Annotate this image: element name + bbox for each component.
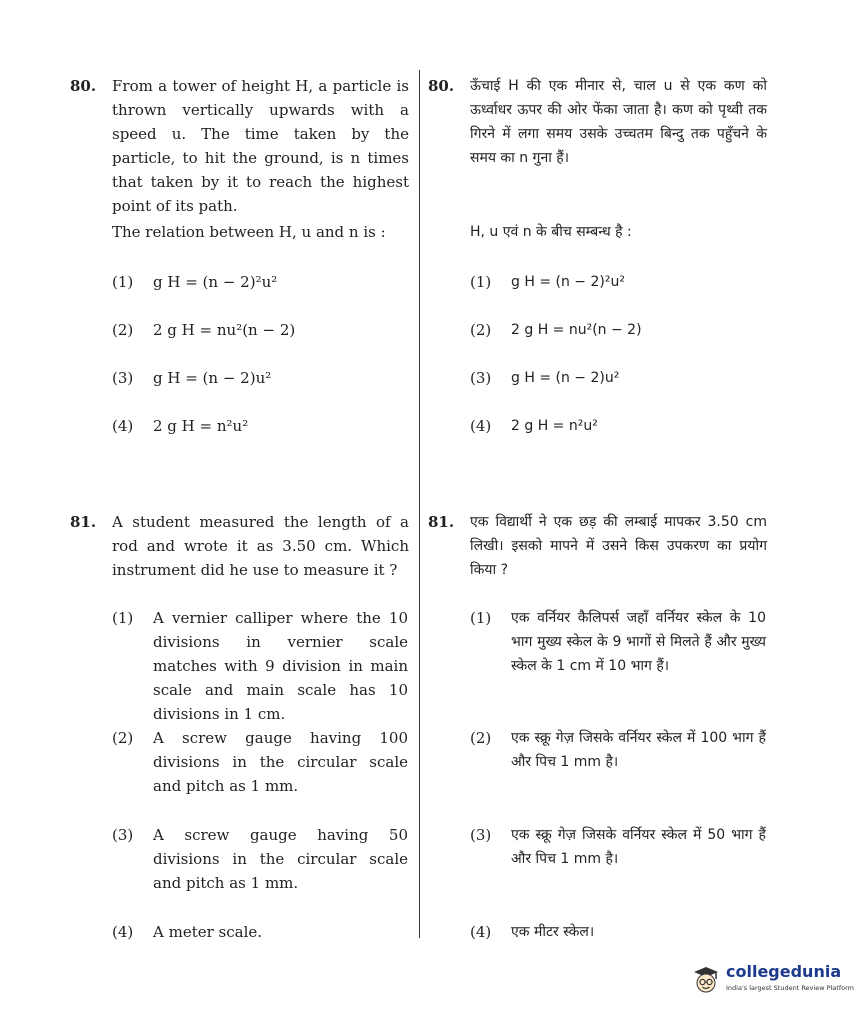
question-relation: The relation between H, u and n is : [112,223,386,241]
question-text: From a tower of height H, a particle is thrown vertically upwards with a speed u. The time taken by the particle, to hit the ground, is n times that taken by it to reach the highest point of its path. [112,77,409,215]
logo-name: collegedunia [726,962,842,981]
question-text: ऊँचाई H की एक मीनार से, चाल u से एक कण को ऊर्ध्वाधर ऊपर की ओर फेंका जाता है। कण को पृथ्वी तक गिरने में लगा समय उसके उच्चतम बिन्दु तक पहुँचने के समय का n गुना हैं। [470,78,767,166]
logo-tagline: India's largest Student Review Platform [726,984,854,992]
question-text: एक विद्यार्थी ने एक छड़ की लम्बाई मापकर 3.50 cm लिखी। इसको मापने में उसने किस उपकरण का प्रयोग किया ? [470,514,767,578]
collegedunia-logo[interactable] [690,962,854,1002]
question-number: 81. [70,513,97,531]
graduate-face-icon [690,964,722,996]
question-relation: H, u एवं n के बीच सम्बन्ध है : [470,224,632,240]
question-number: 80. [428,77,455,95]
question-number: 81. [428,513,455,531]
column-divider [419,70,420,938]
question-number: 80. [70,77,97,95]
question-text: A student measured the length of a rod and wrote it as 3.50 cm. Which instrument did he use to measure it ? [112,513,409,579]
